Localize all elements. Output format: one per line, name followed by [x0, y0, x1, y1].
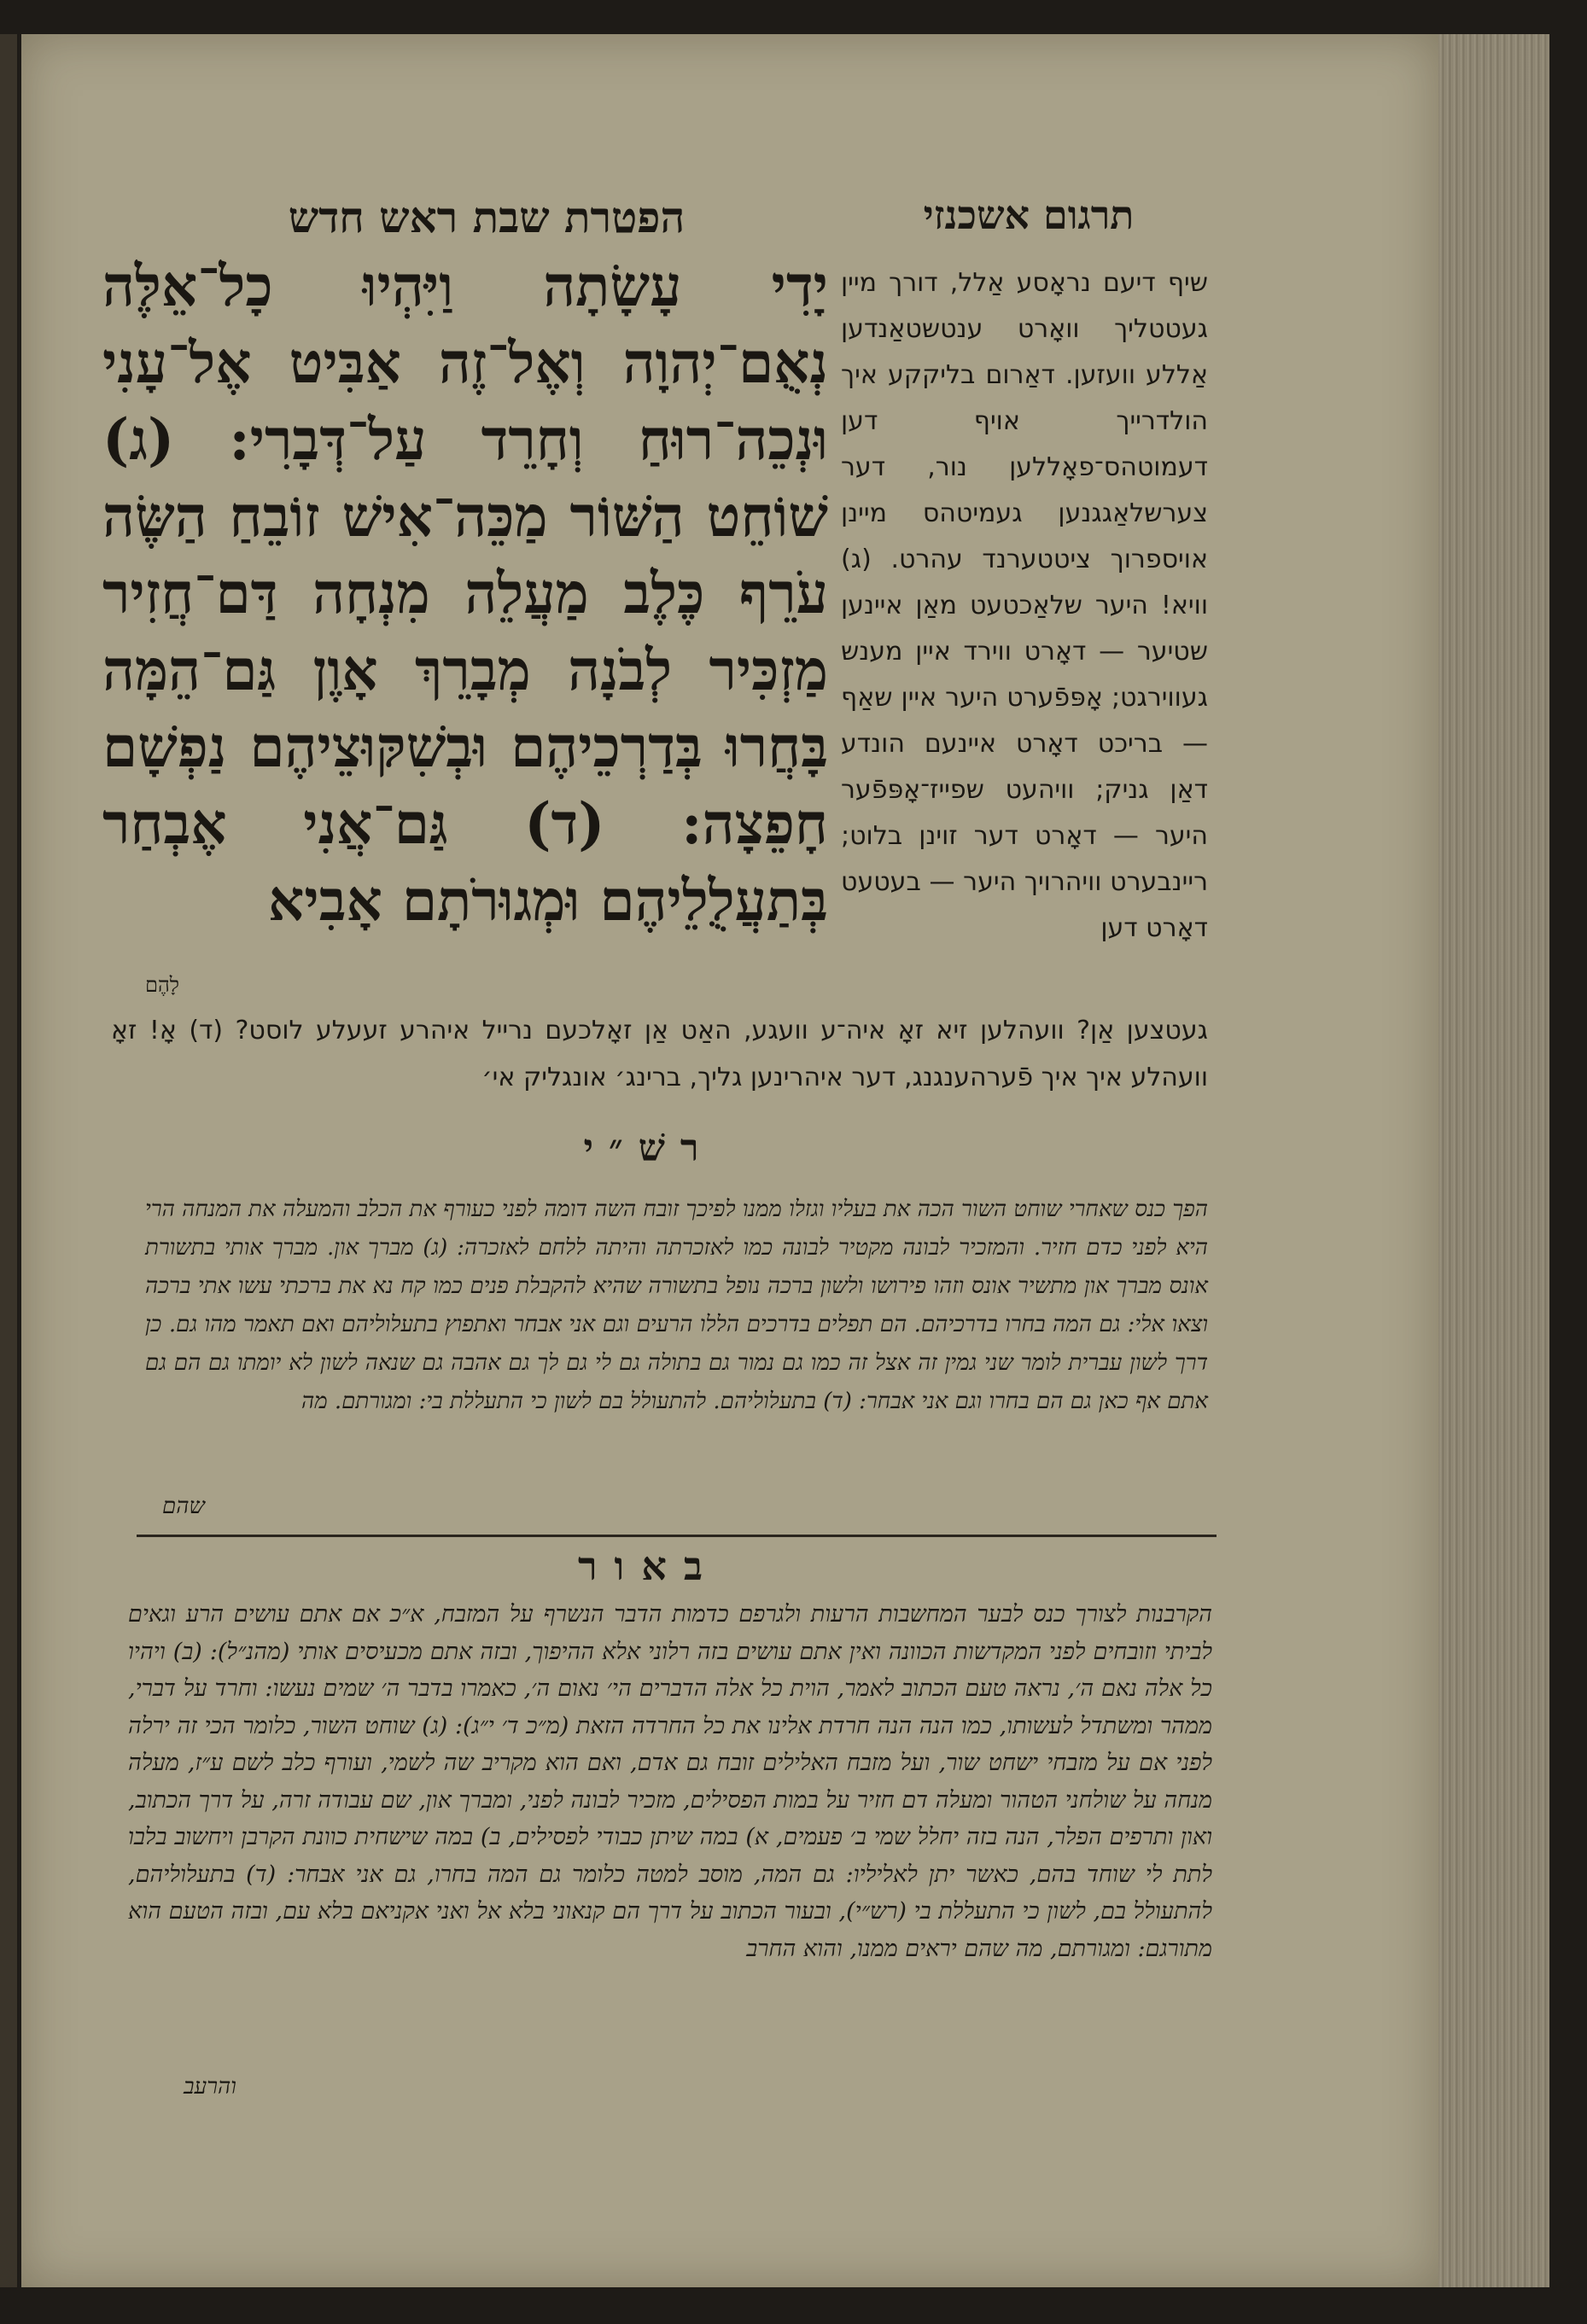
catchword-hebrew: לָהֶם	[145, 973, 180, 997]
rashi-commentary: הפך כנס שאחרי שוחט השור הכה את בעליו וגזלו ממנו לפיכך זובח השה דומה לפני כעורף את הכלב והמעלה את המנחה הרי היא לפני כדם חזיר. והמזכיר לבונה מקטיר לבונה כמו לאזכרתה והיתה ללחם לאזכרה: (ג) מברך און. מברך אותי בתשורת אונס מברך און מתשיר אונס וזהו פירושו ולשון ברכה נופל בתשורה שהיא להקבלת פנים כמו קח נא את ברכתי עשו אתי ברכה וצאו אלי: גם המה בחרו בדרכיהם. הם תפלים בדרכים הללו הרעים וגם אני אבחר ואתפוץ בתעלוליהם ואם תאמר מהו גם. כן דרך לשון עברית לומר שני גמין זה אצל זה כמו גם נמור גם בתולה גם לי גם לך גם אהבה גם שנאה לשון לא יומתו גם הם גם אתם אף כאן גם הם בחרו וגם אני אבחר: (ד) בתעלוליהם. להתעולל בם לשון כי התעללת בי: ומגורתם. מה	[145, 1197, 1209, 1414]
biur-commentary: הקרבנות לצורך כנס לבער המחשבות הרעות ולגרפם כדמות הדבר הנשרף על המזבח, א״כ אם אתם עושים הרע וגאים לביתי וזובחים לפני המקדשות הכוונה ואין אתם עושים בזה רלוני אלא ההיפוך, ובזה אתם מכעיסים אותי (מהנ״ל): (ב) ויהיו כל אלה נאם ה׳, נראה טעם הכתוב לאמר, הוית כל אלה הדברים הי׳ נאום ה׳, כאמרו בדבר ה׳ שמים נעשו: וחרד על דברי, ממהר ומשתדל לעשותו, כמו הנה הנה חרדת אלינו את כל החרדה הזאת (מ״כ ד׳ י״ג): (ג) שוחט השור, כלומר הכי זה ירלה לפני אם על מזבחי ישחט שור, ועל מזבח האלילים זובח גם אדם, ואם הוא מקריב שה לשמי, ועורף כלב לשם ע״ז, מעלה מנחה על שולחני הטהור ומעלה דם חזיר על במות הפסילים, מזכיר לבונה לפני, ומברך און, שם עבודה זרה, על דרך הכתוב, ואון ותרפים הפלר, הנה בזה יחלל שמי ב׳ פעמים, א) במה שיתן כבודי לפסילים, ב) במה שישחית כוונת הקרבן ויחשוב בלבו לתת לי שוחד בהם, כאשר יתן לאליליו: גם המה, מוסב למטה כלומר גם המה בחרו, גם אני אבחר: (ד) בתעלוליהם, להתעולל בם, לשון כי התעללת בי (רש״י), ובעור הכתוב על דרך הם קנאוני בלא אל ואני אקניאם בלא עם, ובזה הטעם הוא מתורגם: ומגורתם, מה שהם יראים ממנו, והוא החרב	[128, 1601, 1212, 1962]
yiddish-translation-continued: געטצען אַן? וועהלען זיא זאָ איה־ע וועגע, האַט אַן זאָלכעם נרייל איהרע זעעלע לוסט? (ד) אָ! זאָ וועהלע איך איך פֿערהענגנג, דער איהרינען גליך, ברינג׳ אונגליק אי׳	[111, 1016, 1208, 1092]
targum-header: תרגום אשכנזי	[923, 192, 1135, 238]
biur-header: באור	[577, 1543, 721, 1589]
left-page-edge	[0, 34, 17, 2287]
catchword-biur: והרעב	[184, 2074, 236, 2100]
rashi-header: רשׁ״י	[583, 1127, 715, 1170]
section-divider	[137, 1535, 1217, 1537]
yiddish-translation-column: שיף דיעם נראָסע אַלל, דורך מיין געטטליך וואָרט ענטשטאַנדען אַללע וועזען. דאַרום בליקקע איך הולדרייך אויף דען דעמוטהס־פאָללען נור, דער צערשלאַגגנען געמיטהס מיינן אויספרוך ציטטערנד עהרט. (ג) וויא! היער שלאַכטעט מאַן איינען שטיער — דאָרט ווירד איין מענש געווירגט; אָפּפֿערט היער איין שאַף — בריכט דאָרט איינעם הונדע דאַן גניק; וויהעט שפייז־אָפּפֿער היער — דאָרט דער זוינן בלוט; ריינבערט וויהרויך היער — בעטעט דאָרט דען	[841, 268, 1208, 943]
hebrew-verse-text: יָדִי עָשָׂתָה וַיִּהְיוּ כָל־אֵלֶּה נְאֻם־יְהוָה וְאֶל־זֶה אַבִּיט אֶל־עָנִי וּנְכֵה־רוּחַ וְחָרֵד עַל־דְּבָרִי: (ג) שׁוֹחֵט הַשּׁוֹר מַכֵּה־אִישׁ זוֹבֵחַ הַשֶּׂה עֹרֵף כֶּלֶב מַעֲלֵה מִנְחָה דַּם־חֲזִיר מַזְכִּיר לְבֹנָה מְבָרֵךְ אָוֶן גַּם־הֵמָּה בָּחֲרוּ בְּדַרְכֵיהֶם וּבְשִׁקּוּצֵיהֶם נַפְשָׁם חָפֵצָה: (ד) גַּם־אֲנִי אֶבְחַר בְּתַעֲלֻלֵיהֶם וּמְגוּרֹתָם אָבִיא	[102, 253, 828, 934]
page-stack-edge	[1438, 34, 1549, 2287]
haftarah-header: הפטרת שבת ראש חדש	[288, 192, 686, 242]
catchword-rashi: שהם	[162, 1494, 205, 1519]
